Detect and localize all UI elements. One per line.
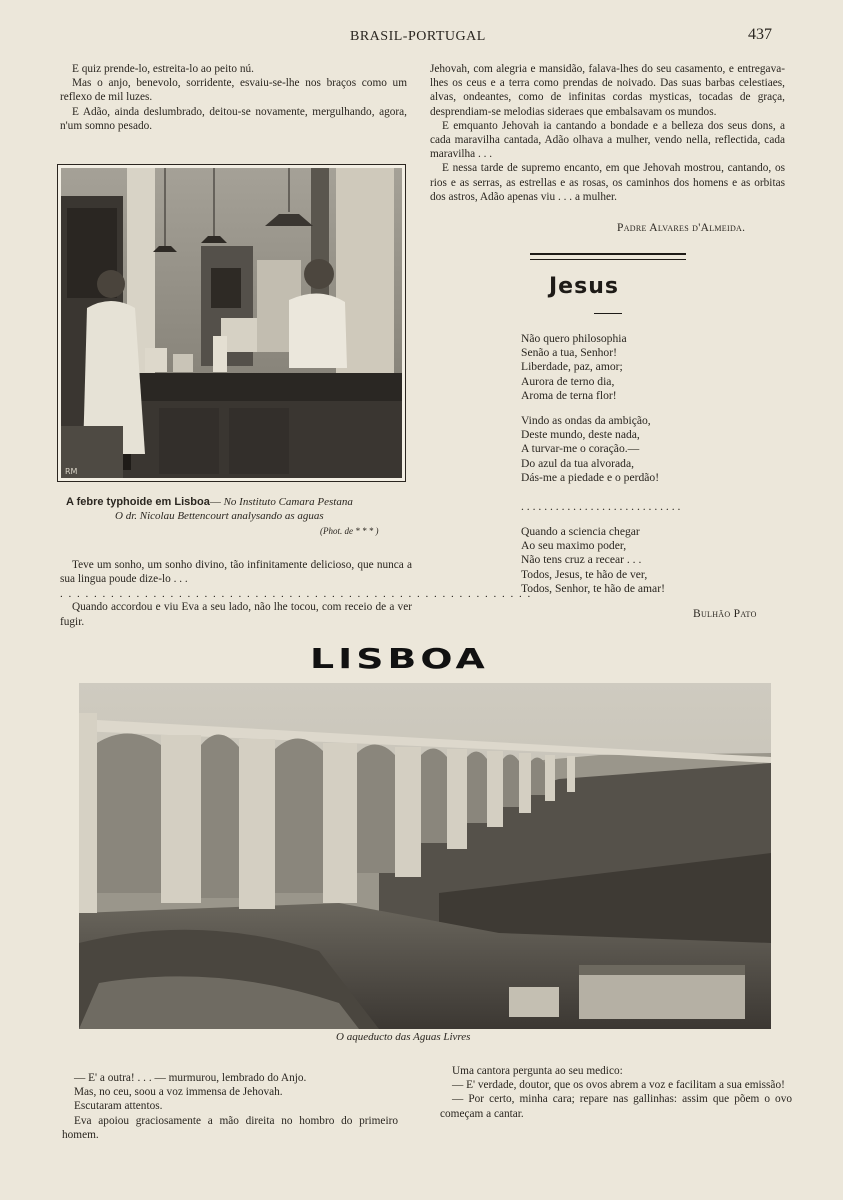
poem-line: Deste mundo, deste nada, [521,428,640,442]
poem-line: Senão a tua, Senhor! [521,346,617,360]
poem-line: Dás-me a piedade e o perdão! [521,470,660,484]
poem-line: Aurora de terno dia, [521,374,615,388]
poem-line: Aroma de terna flor! [521,388,617,402]
paragraph: E nessa tarde de supremo encanto, em que Jehovah mostrou, cantando, os rios e as serras, as estrellas e as rosas, os caminhos dos homens e as orbitas dos astros, Adão apenas viu . . . a mulher. [430,162,785,203]
paragraph: Mas, no ceu, soou a voz immensa de Jehovah. [74,1086,283,1099]
poem-line: Do azul da tua alvorada, [521,456,634,470]
paragraph: Teve um sonho, um sonho divino, tão infinitamente delicioso, que nunca a sua lingua poude dize-lo . . . [60,559,412,586]
paragraph: — E' verdade, doutor, que os ovos abrem a voz e facilitam a sua emissão! [452,1079,785,1092]
poem-line: Quando a sciencia chegar [521,525,640,538]
title-underline [594,313,622,314]
paragraph: Jehovah, com alegria e mansidão, falava-lhes do seu casamento, e entregava-lhes os ceus e a terra como prendas de noivado. Das suas barbas celestiaes, alvas, ondeantes, como de infinitas cordas mysticas, tocadas de graça, desprendiam-se melodias sideraes que embalsavam os mundos. [430,63,785,118]
paragraph: Escutaram attentos. [74,1100,163,1113]
poem-stanza-1 [521,332,627,403]
page-number: 437 [748,26,772,43]
bottom-left-text [62,1071,398,1142]
poem-stanza-2 [521,414,659,485]
paragraph: E quiz prende-lo, estreita-lo ao peito nú. [72,63,254,75]
running-header: BRASIL-PORTUGAL [350,29,486,44]
poem-line: Liberdade, paz, amor; [521,360,623,374]
poem-line: Todos, Senhor, te hão de amar! [521,581,665,595]
dot-separator: . . . . . . . . . . . . . . . . . . . . . . . . . . . . . . . . . . . . . . . . . . . . . . . . . . . . . . . . [60,588,532,601]
laboratory-photo [57,164,406,482]
poem-title: Jesus [549,274,619,299]
caption-subtitle: O dr. Nicolau Bettencourt analysando as aguas [115,510,324,522]
aqueduct-photo [79,683,771,1029]
poem-author: Bulhão Pato [693,608,757,620]
paragraph: E Adão, ainda deslumbrado, deitou-se novamente, mergulhando, agora, n'um somno pesado. [60,105,407,132]
poem-line: Não quero philosophia [521,332,627,345]
left-mid-text [60,558,532,629]
poem-stanza-3 [521,525,665,596]
section-title: LISBOA [310,642,489,675]
paragraph: Quando accordou e viu Eva a seu lado, não lhe tocou, com receio de a ver fugir. [60,601,412,628]
caption-dash: — [209,496,224,508]
caption-location: No Instituto Camara Pestana [223,496,353,508]
left-top-text [60,62,407,133]
paragraph: — E' a outra! . . . — murmurou, lembrado do Anjo. [74,1072,307,1084]
photo-caption [66,495,406,509]
poem-line: Todos, Jesus, te hão de ver, [521,567,648,581]
poem-line: Vindo as ondas da ambição, [521,414,651,427]
bottom-right-text [440,1064,792,1121]
aqueduct-caption: O aqueducto das Aguas Livres [336,1031,471,1043]
photo-monogram: RM [65,467,78,476]
poem-dots: . . . . . . . . . . . . . . . . . . . . . . . . . . . . [521,500,681,513]
photo-credit: (Phot. de * * * ) [320,526,379,536]
paragraph: Mas o anjo, benevolo, sorridente, esvaiu-se-lhe nos braços como um reflexo de mil luzes. [60,77,407,104]
paragraph: — Por certo, minha cara; repare nas gallinhas: assim que põem o ovo começam a cantar. [440,1093,792,1120]
right-top-text [430,62,785,204]
paragraph: Uma cantora pergunta ao seu medico: [452,1065,623,1077]
poem-line: A turvar-me o coração.— [521,442,640,456]
caption-title: A febre typhoide em Lisboa [66,496,210,508]
paragraph: Eva apoiou graciosamente a mão direita no hombro do primeiro homem. [62,1114,398,1141]
signature-padre: Padre Alvares d'Almeida. [617,222,746,234]
title-rule-thin [530,259,686,260]
paragraph: E emquanto Jehovah ia cantando a bondade e a belleza dos seus dons, a cada maravilha cantada, Adão olhava a mulher, vendo nella, reflectida, cada maravilha . . . [430,119,785,161]
poem-line: Ao seu maximo poder, [521,539,627,553]
poem-line: Não tens cruz a recear . . . [521,553,642,567]
title-rule [530,253,686,255]
